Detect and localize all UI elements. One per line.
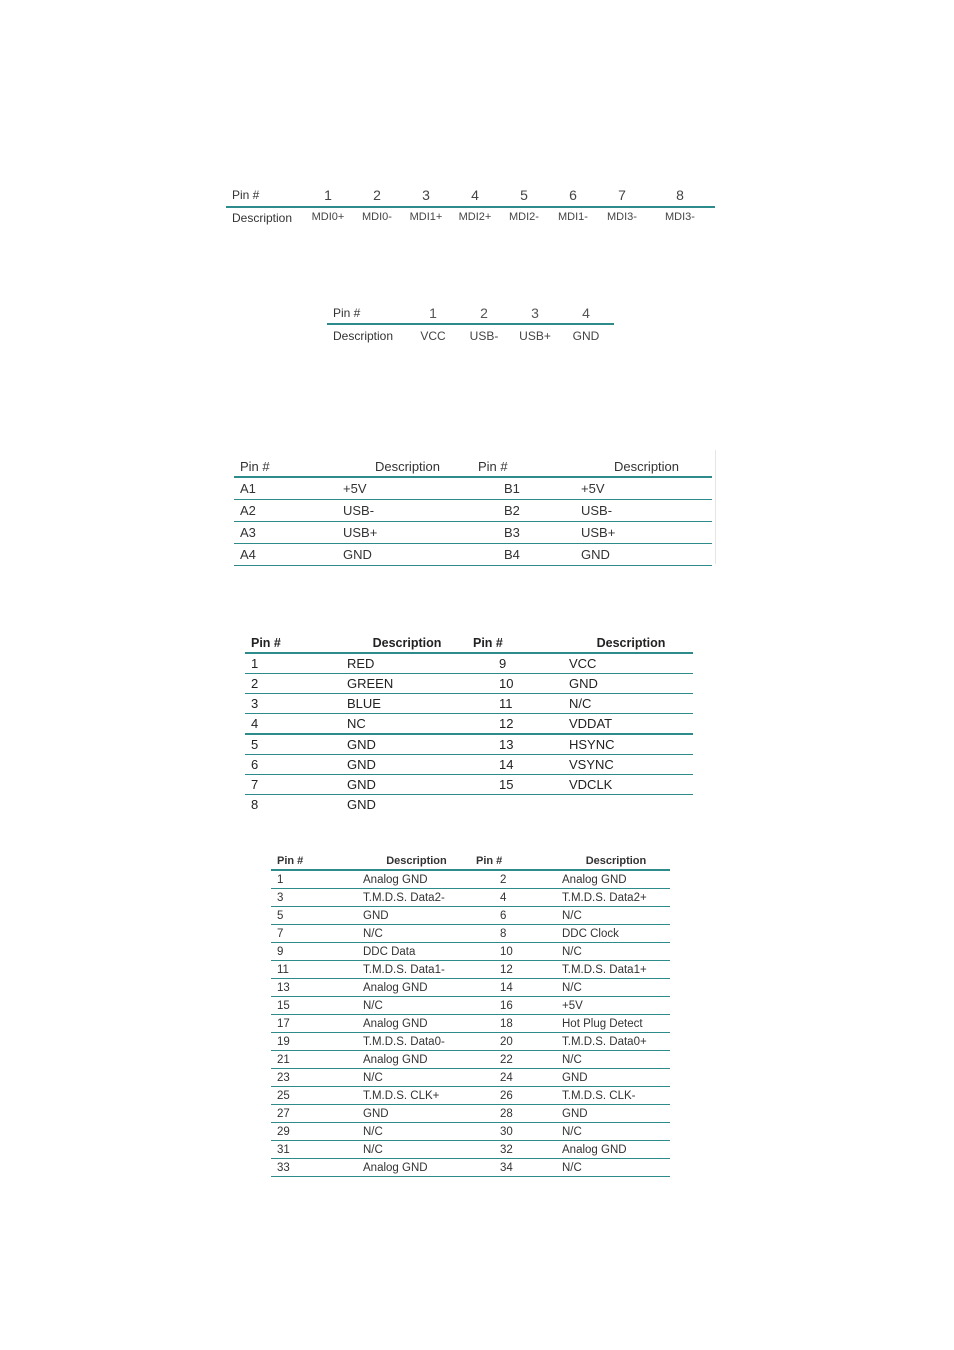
table-cell: 4 [245,714,341,735]
table-cell: N/C [357,1141,470,1159]
table-row [271,870,670,889]
column-header: Pin # [271,853,357,870]
divider [715,450,716,564]
pin-description: MDI2+ [458,211,492,223]
table-cell: VDDAT [563,714,693,735]
table-cell: Analog GND [357,1015,470,1033]
pin-description: MDI3- [665,211,695,223]
pin-number: 2 [480,305,488,321]
table-cell: 4 [470,889,556,907]
table-row [245,674,693,694]
table-header-row [234,456,712,477]
table-cell: GND [341,775,467,795]
table-cell: +5V [556,997,670,1015]
table-cell: T.M.D.S. Data0- [357,1033,470,1051]
table-cell: +5V [575,477,712,500]
table-row [271,1015,670,1033]
table-cell: USB- [575,500,712,522]
table-cell: 10 [467,674,563,694]
table-row [245,694,693,714]
pin-number: 6 [569,187,577,203]
table-cell: BLUE [341,694,467,714]
table-cell: 11 [467,694,563,714]
table-cell: GND [575,544,712,566]
table-row [245,795,693,815]
table-row [245,734,693,755]
usb-pinout-table [327,305,614,345]
table-cell: 15 [271,997,357,1015]
table-cell: N/C [556,907,670,925]
table-cell: 3 [245,694,341,714]
table-row [271,1123,670,1141]
table-cell: B3 [472,522,575,544]
table-cell: 19 [271,1033,357,1051]
table-row [271,889,670,907]
table-row [271,1105,670,1123]
column-header: Description [337,456,472,477]
pin-description: USB- [469,329,499,343]
column-header: Pin # [467,633,563,653]
table-cell: VDCLK [563,775,693,795]
pin-number: 5 [520,187,528,203]
table-cell: B1 [472,477,575,500]
table-cell: GND [357,1105,470,1123]
table-cell: A2 [234,500,337,522]
pin-description: MDI3- [607,211,637,223]
pin-label: Pin # [232,188,260,202]
table-cell: Analog GND [357,870,470,889]
table-cell: 33 [271,1159,357,1177]
pin-description: MDI1- [558,211,588,223]
column-header: Pin # [472,456,575,477]
table-row [245,755,693,775]
table-cell: 31 [271,1141,357,1159]
table-cell [467,795,563,815]
table-cell: A1 [234,477,337,500]
table-row [271,997,670,1015]
table-cell: GND [357,907,470,925]
table-cell: B4 [472,544,575,566]
pin-number: 4 [471,187,479,203]
table-cell: 7 [271,925,357,943]
table-cell: VCC [563,653,693,674]
table-cell: 3 [271,889,357,907]
description-label: Description [232,211,293,225]
table-cell: 17 [271,1015,357,1033]
table-cell: N/C [556,979,670,997]
table-cell: B2 [472,500,575,522]
pin-description: GND [572,329,600,343]
pin-number: 8 [676,187,684,203]
table-cell: VSYNC [563,755,693,775]
table-row [234,477,712,500]
table-row [271,1141,670,1159]
pin-number: 1 [324,187,332,203]
table-cell: 6 [470,907,556,925]
table-row [271,907,670,925]
vga-pinout-table [245,633,693,814]
column-header: Pin # [234,456,337,477]
table-cell: 2 [470,870,556,889]
table-cell: 8 [251,797,259,812]
table-row [245,775,693,795]
table-cell: 14 [470,979,556,997]
table-cell: 28 [470,1105,556,1123]
table-row [271,943,670,961]
table-header-row [245,633,693,653]
table-cell: GND [556,1069,670,1087]
table-cell: 23 [271,1069,357,1087]
table-row [234,544,712,566]
description-label: Description [333,329,394,343]
table-cell: T.M.D.S. Data2+ [556,889,670,907]
table-cell: 21 [271,1051,357,1069]
table-cell: GND [341,755,467,775]
pin-description: MDI0- [362,211,392,223]
table-cell: NC [341,714,467,735]
table-row [271,979,670,997]
table-cell: 9 [271,943,357,961]
table-cell: DDC Clock [556,925,670,943]
table-cell: 10 [470,943,556,961]
table-row [271,1159,670,1177]
table-cell: Analog GND [357,1159,470,1177]
pin-description: MDI0+ [311,211,345,223]
table-cell: GND [337,544,472,566]
table-cell: T.M.D.S. Data1- [357,961,470,979]
table-row [271,925,670,943]
table-row [245,653,693,674]
table-cell: 12 [467,714,563,735]
table-cell: N/C [357,997,470,1015]
table-cell: 25 [271,1087,357,1105]
table-cell: N/C [556,1123,670,1141]
table-cell: T.M.D.S. CLK- [556,1087,670,1105]
pin-description: USB+ [519,329,551,343]
table-cell: N/C [556,943,670,961]
header-rule [226,206,715,208]
dvi-pinout-table [271,853,670,1177]
table-cell: 2 [245,674,341,694]
table-cell: 5 [271,907,357,925]
table-row [271,1033,670,1051]
pin-description: MDI1+ [409,211,443,223]
column-header: Description [575,456,712,477]
table-cell: 34 [470,1159,556,1177]
column-header: Description [341,633,467,653]
header-rule [327,323,614,325]
pin-number: 3 [531,305,539,321]
pin-number: 1 [429,305,437,321]
table-cell: 9 [467,653,563,674]
lan-pinout-table [226,186,715,226]
pin-number: 3 [422,187,430,203]
table-cell: USB- [337,500,472,522]
table-cell: HSYNC [563,734,693,755]
table-cell: 24 [470,1069,556,1087]
table-cell: 30 [470,1123,556,1141]
table-row [271,1087,670,1105]
table-cell: 1 [271,870,357,889]
table-cell: 7 [245,775,341,795]
table-cell: 14 [467,755,563,775]
table-cell: N/C [357,1069,470,1087]
table-cell: 16 [470,997,556,1015]
table-cell: 6 [245,755,341,775]
table-cell: 5 [245,734,341,755]
table-cell: 26 [470,1087,556,1105]
column-header: Pin # [470,853,556,870]
table-row [234,500,712,522]
table-cell: 12 [470,961,556,979]
table-cell: N/C [556,1159,670,1177]
column-header: Description [357,853,470,870]
table-row [271,1069,670,1087]
pin-label: Pin # [333,306,361,320]
pin-description: VCC [420,329,446,343]
table-cell: 15 [467,775,563,795]
column-header: Description [556,853,670,870]
table-cell: T.M.D.S. Data2- [357,889,470,907]
table-cell: GND [347,797,376,812]
table-cell: Analog GND [357,979,470,997]
table-cell: 22 [470,1051,556,1069]
table-row [271,1051,670,1069]
table-cell: 11 [271,961,357,979]
table-cell: USB+ [337,522,472,544]
table-cell: GND [556,1105,670,1123]
column-header: Pin # [245,633,341,653]
pin-number: 2 [373,187,381,203]
pin-number: 7 [618,187,626,203]
table-cell: RED [341,653,467,674]
table-cell: N/C [357,925,470,943]
table-cell: Analog GND [556,1141,670,1159]
table-cell: 32 [470,1141,556,1159]
table-cell: T.M.D.S. CLK+ [357,1087,470,1105]
table-cell: 27 [271,1105,357,1123]
table-cell [563,795,693,815]
table-row [271,961,670,979]
table-cell: A4 [234,544,337,566]
table-cell: DDC Data [357,943,470,961]
table-cell: +5V [337,477,472,500]
usb-ab-pinout-table [234,456,712,566]
table-cell: 18 [470,1015,556,1033]
table-cell: T.M.D.S. Data0+ [556,1033,670,1051]
table-cell: 13 [467,734,563,755]
table-cell: 1 [245,653,341,674]
table-cell: A3 [234,522,337,544]
table-cell: GND [341,734,467,755]
table-cell: N/C [563,694,693,714]
column-header: Description [563,633,693,653]
table-cell: 13 [271,979,357,997]
pin-description: MDI2- [509,211,539,223]
table-cell: USB+ [575,522,712,544]
table-cell: N/C [357,1123,470,1141]
table-cell: 8 [470,925,556,943]
table-cell: 20 [470,1033,556,1051]
table-header-row [271,853,670,870]
table-cell: N/C [556,1051,670,1069]
table-row [234,522,712,544]
table-cell: 29 [271,1123,357,1141]
table-cell: Analog GND [357,1051,470,1069]
table-row [245,714,693,735]
table-cell: Analog GND [556,870,670,889]
pin-number: 4 [582,305,590,321]
table-cell: GREEN [341,674,467,694]
table-cell: GND [563,674,693,694]
table-cell: Hot Plug Detect [556,1015,670,1033]
table-cell: T.M.D.S. Data1+ [556,961,670,979]
